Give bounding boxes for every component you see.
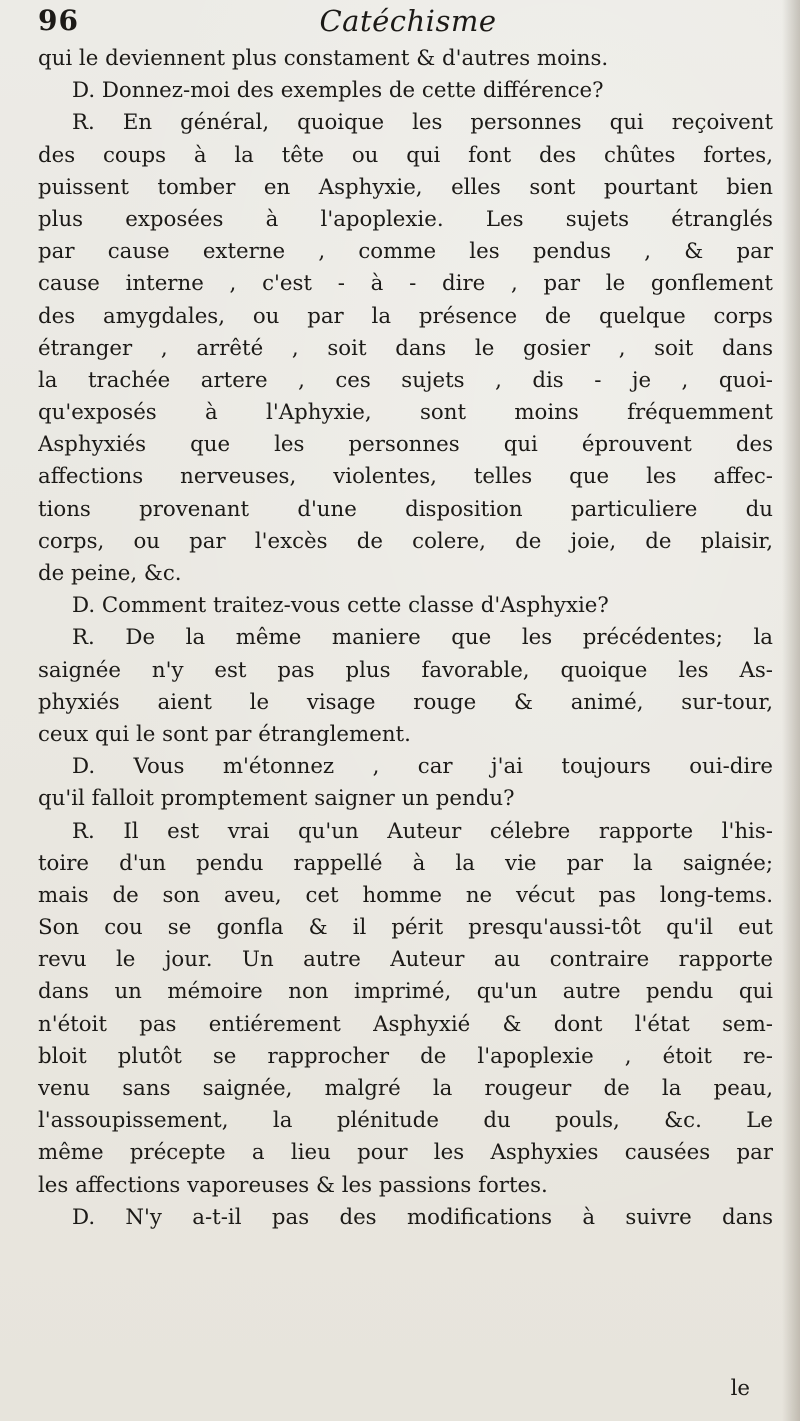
text-line: toire d'un pendu rappellé à la vie par la saignée; (38, 850, 773, 876)
text-line: même précepte a lieu pour les Asphyxies causées par (38, 1140, 773, 1166)
body-text (38, 43, 773, 1234)
page-number: 96 (38, 4, 79, 37)
text-line: affections nerveuses, violentes, telles que les affec- (38, 464, 773, 490)
text-line: cause interne , c'est - à - dire , par le gonflement (38, 271, 773, 297)
text-line: par cause externe , comme les pendus , & par (38, 239, 773, 265)
text-line: mais de son aveu, cet homme ne vécut pas long-tems. (38, 882, 773, 908)
text-line: Asphyxiés que les personnes qui éprouvent des (38, 432, 773, 458)
text-line: qui le deviennent plus constament & d'autres moins. (38, 46, 609, 71)
page-edge-shadow (782, 0, 800, 1421)
text-line: revu le jour. Un autre Auteur au contraire rapporte (38, 947, 773, 973)
running-title: Catéchisme (319, 4, 497, 38)
text-line: bloit plutôt se rapprocher de l'apoplexie , étoit re- (38, 1043, 773, 1069)
text-line: puissent tomber en Asphyxie, elles sont pourtant bien (38, 174, 773, 200)
text-line: qu'il falloit promptement saigner un pendu? (38, 786, 515, 812)
text-line: D. Donnez-moi des exemples de cette différence? (72, 78, 604, 104)
text-line: Son cou se gonfla & il périt presqu'aussi-tôt qu'il eut (38, 915, 773, 941)
text-line: D. N'y a-t-il pas des modifications à suivre dans (72, 1204, 773, 1230)
catchword: le (730, 1376, 750, 1401)
text-line: D. Vous m'étonnez , car j'ai toujours oui-dire (72, 754, 773, 780)
text-line: n'étoit pas entiérement Asphyxié & dont l'état sem- (38, 1011, 773, 1037)
text-line: l'assoupissement, la plénitude du pouls, &c. Le (38, 1108, 773, 1134)
text-line: R. De la même maniere que les précédentes; la (72, 625, 773, 651)
text-line: dans un mémoire non imprimé, qu'un autre pendu qui (38, 979, 773, 1005)
text-line: corps, ou par l'excès de colere, de joie, de plaisir, (38, 528, 773, 554)
text-line: D. Comment traitez-vous cette classe d'Asphyxie? (72, 593, 609, 619)
text-line: saignée n'y est pas plus favorable, quoique les As- (38, 657, 773, 683)
text-line: ceux qui le sont par étranglement. (38, 721, 411, 747)
text-line: phyxiés aient le visage rouge & animé, sur-tour, (38, 689, 773, 715)
text-line: venu sans saignée, malgré la rougeur de la peau, (38, 1076, 773, 1101)
text-line: de peine, &c. (38, 561, 182, 586)
page-header (38, 4, 778, 44)
text-line: des amygdales, ou par la présence de quelque corps (38, 303, 773, 329)
text-line: étranger , arrêté , soit dans le gosier , soit dans (38, 335, 773, 361)
text-line: R. Il est vrai qu'un Auteur célebre rapporte l'his- (72, 818, 773, 844)
text-line: la trachée artere , ces sujets , dis - je , quoi- (38, 367, 773, 393)
text-line: R. En général, quoique les personnes qui reçoivent (72, 110, 773, 136)
text-line: des coups à la tête ou qui font des chûtes fortes, (38, 142, 773, 168)
text-line: les affections vaporeuses & les passions fortes. (38, 1172, 548, 1198)
text-line: plus exposées à l'apoplexie. Les sujets étranglés (38, 206, 773, 232)
text-line: tions provenant d'une disposition particuliere du (38, 496, 773, 522)
text-line: qu'exposés à l'Aphyxie, sont moins fréquemment (38, 400, 773, 426)
